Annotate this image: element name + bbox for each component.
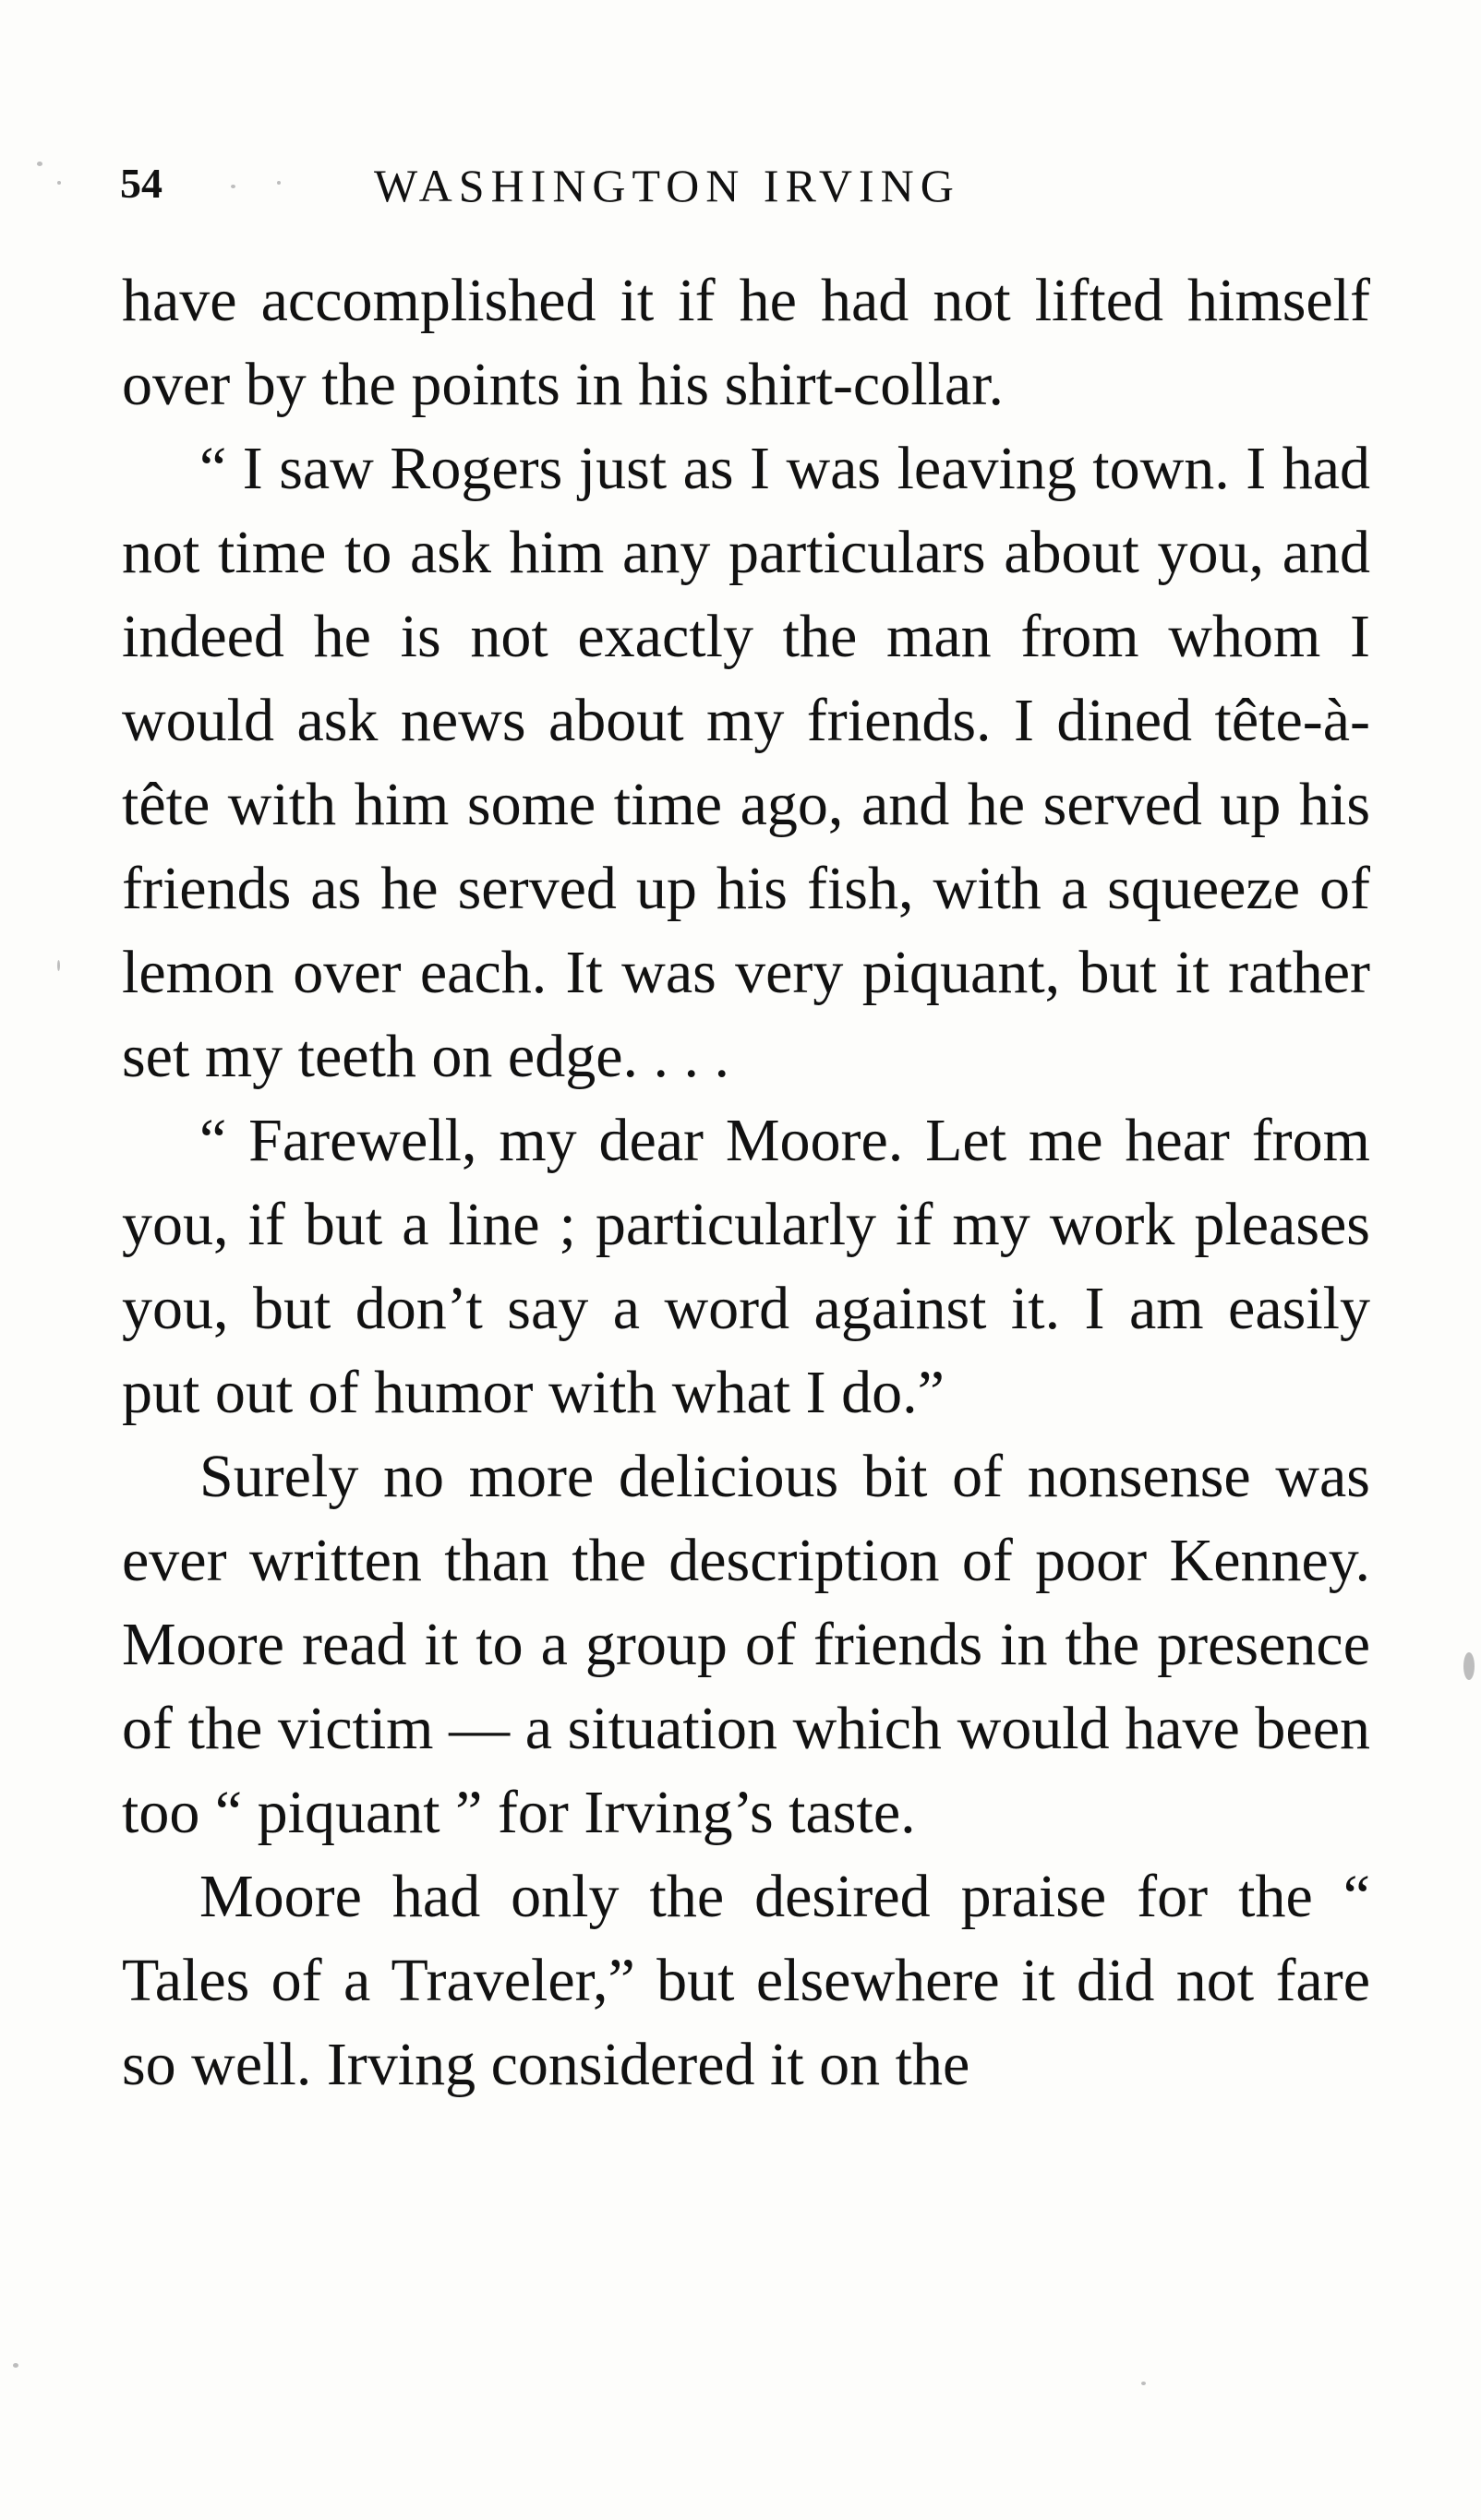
paragraph: “ I saw Rogers just as I was leaving town. I had not time to ask him any particulars about you, and indeed he is not exactly the man from whom I would ask news about my friends. I dined tête-à-tête with him some time ago, and he served up his friends as he served up his fish, with a squeeze of lemon over each. It was very piquant, but it rather set my teeth on edge. . . . xyxy=(122,435,1370,1090)
ink-speck xyxy=(13,2363,18,2368)
ink-speck xyxy=(1463,1652,1475,1680)
ink-speck xyxy=(1141,2382,1146,2385)
page-number: 54 xyxy=(120,160,163,207)
ink-speck xyxy=(57,960,60,971)
paragraph: have accomplished it if he had not lifted himself over by the points in his shirt-collar. xyxy=(122,267,1370,418)
ink-speck xyxy=(37,162,42,166)
paragraph: Surely no more delicious bit of nonsense was ever written than the description of poor Kenney. Moore read it to a group of friends in the presence of the victim — a situation which would have been too “ piquant ” for Irving’s taste. xyxy=(122,1443,1370,1846)
paragraph: Moore had only the desired praise for the “ Tales of a Traveler,” but elsewhere it did not fare so well. Irving considered it on the xyxy=(122,1863,1370,2098)
running-title: WASHINGTON IRVING xyxy=(374,160,960,211)
paragraph: “ Farewell, my dear Moore. Let me hear from you, if but a line ; particularly if my work pleases you, but don’t say a word against it. I am easily put out of humor with what I do.” xyxy=(122,1107,1370,1426)
body-text xyxy=(122,258,1370,2106)
running-head xyxy=(120,159,1385,223)
ink-speck xyxy=(57,181,61,185)
